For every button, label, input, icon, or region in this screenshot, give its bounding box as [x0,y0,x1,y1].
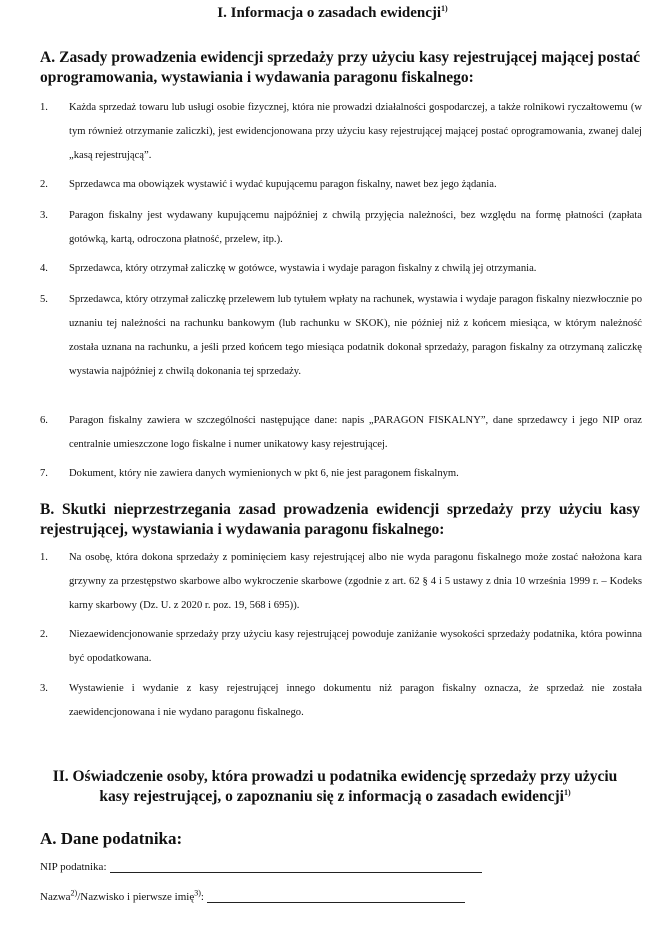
list-item: 2. Sprzedawca ma obowiązek wystawić i wydać kupującemu paragon fiskalny, nawet bez jego żądania. [40,179,497,190]
list-item: 1. Każda sprzedaż towaru lub usługi osobie fizycznej, która nie prowadzi działalności gospodarczej, a także rolnikowi ryczałtowemu (w tym również otrzymanie zaliczki), jest ewidencjonowana przy użyciu kasy rejestrującej mającej postać oprogramowania, zwanej dalej „kasą rejestrującą”. [40,102,642,161]
nip-label: NIP podatnika: [40,861,107,873]
nazwa-label: Nazwa [40,891,71,903]
section-1-title: I. Informacja o zasadach ewidencji$^{1)}$ [217,4,448,21]
list-item: 4. Sprzedawca, który otrzymał zaliczkę w gotówce, wystawia i wydaje paragon fiskalny z chwilą jej otrzymania. [40,263,537,274]
section-2-title: II. Oświadczenie osoby, która prowadzi u podatnika ewidencję sprzedaży przy użyciu kasy rejestrującej, o zapoznaniu się z informacją o zasadach ewidencji$^{1)}$ [52,768,618,805]
list-item: 7. Dokument, który nie zawiera danych wymienionych w pkt 6, nie jest paragonem fiskalnym. [40,468,459,479]
list-item: 2. Niezaewidencjonowanie sprzedaży przy użyciu kasy rejestrującej powoduje zaniżanie wysokości sprzedaży podatnika, która powinna być opodatkowana. [40,629,642,664]
nazwisko-label: /Nazwisko i pierwsze imię [77,891,195,903]
nazwa-field: Nazwa$^{2)}$/Nazwisko i pierwsze imię$^{3)}$: [40,891,465,903]
list-item: 3. Wystawienie i wydanie z kasy rejestrującej innego dokumentu niż paragon fiskalny oznacza, że sprzedaż nie została zaewidencjonowana i nie wydano paragonu fiskalnego. [40,683,642,718]
section-b-heading: B. Skutki nieprzestrzegania zasad prowadzenia ewidencji sprzedaży przy użyciu kasy rejestrującej, wystawiania i wydawania paragonu fiskalnego: [40,501,640,538]
nip-input-line[interactable] [110,871,482,873]
list-item: 5. Sprzedawca, który otrzymał zaliczkę przelewem lub tytułem wpłaty na rachunek, wystawia i wydaje paragon fiskalny niezwłocznie po uznaniu tej należności na rachunku bankowym (lub rachunku w SKOK), nie później niż z końcem miesiąca, w którym należność została uznana na rachunku, a jeśli przed końcem tego miesiąca podatnik dokonał sprzedaży, paragon fiskalny za otrzymaną zaliczkę wystawia najpóźniej z chwilą dokonania tej sprzedaży. [40,294,642,377]
footnote-marker: 1) [563,787,571,797]
nip-field [40,861,482,873]
section-a-heading: A. Zasady prowadzenia ewidencji sprzedaży przy użyciu kasy rejestrującej mającej postać oprogramowania, wystawiania i wydawania paragonu fiskalnego: [40,49,640,86]
list-item: 1. Na osobę, która dokona sprzedaży z pominięciem kasy rejestrującej albo nie wyda paragonu fiskalnego może zostać nałożona kara grzywny za przestępstwo skarbowe albo wykroczenie skarbowe (zgodnie z art. 62 § 4 i 5 ustawy z dnia 10 września 1999 r. – Kodeks karny skarbowy (Dz. U. z 2020 r. poz. 19, 568 i 695)). [40,552,642,611]
footnote-marker: 1) [441,4,448,13]
list-item: 3. Paragon fiskalny jest wydawany kupującemu najpóźniej z chwilą przyjęcia należności, bez względu na formę płatności (zapłata gotówką, kartą, odroczona płatność, przelew, itp.). [40,210,642,245]
list-item: 6. Paragon fiskalny zawiera w szczególności następujące dane: napis „PARAGON FISKALNY”, dane sprzedawcy i jego NIP oraz centralnie umieszczone logo fiskalne i numer unikatowy kasy rejestrującej. [40,415,642,450]
nazwa-input-line[interactable] [207,901,465,903]
dane-podatnika-heading: A. Dane podatnika: [40,829,183,848]
